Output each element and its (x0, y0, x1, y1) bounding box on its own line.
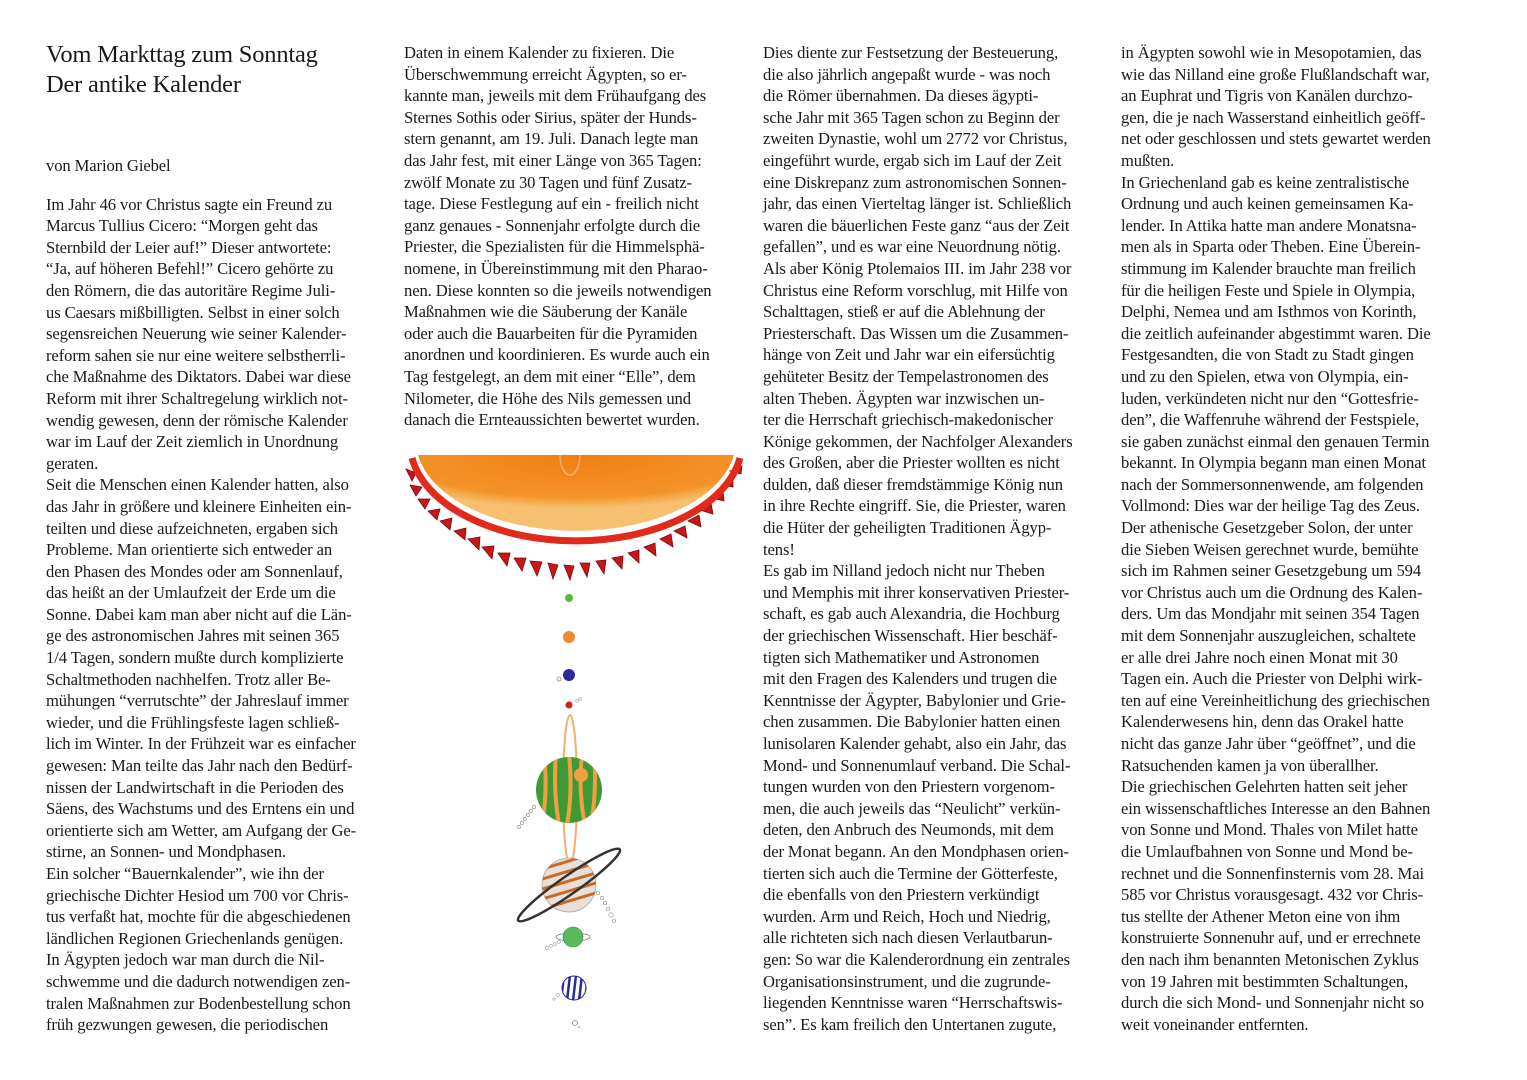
text-line: Könige gekommen, der Nachfolger Alexanders (763, 431, 1073, 451)
text-line: war im Lauf der Zeit ziemlich in Unordnung (46, 432, 339, 452)
solar-system-illustration (404, 455, 746, 1040)
text-line: liegenden Kenntnisse waren “Herrschaftswis- (763, 993, 1063, 1013)
text-line: che Maßnahme des Diktators. Dabei war diese (46, 367, 351, 387)
text-line: wie das Nilland eine große Flußlandschaft war, (1121, 64, 1430, 84)
text-line: wurden. Arm und Reich, Hoch und Niedrig, (763, 906, 1051, 926)
text-line: Priesterschaft. Das Wissen um die Zusammen- (763, 323, 1069, 343)
text-line: weit voneinander entfernten. (1121, 1014, 1309, 1034)
text-line: bekannt. In Olympia begann man einen Monat (1121, 453, 1427, 473)
text-line: Mond- und Sonnenumlauf verband. Die Schal- (763, 755, 1071, 775)
author-byline: von Marion Giebel (46, 156, 171, 175)
text-line: sich im Rahmen seiner Gesetzgebung um 594 (1121, 561, 1422, 581)
title-line-2: Der antike Kalender (46, 71, 241, 98)
text-line: wieder, und die Frühlingsfeste lagen schließ- (46, 712, 340, 732)
title-line-1: Vom Markttag zum Sonntag (46, 41, 318, 68)
text-line: dulden, daß dieser fremdstämmige König nun (763, 474, 1063, 494)
text-line: Der athenische Gesetzgeber Solon, der unter (1121, 518, 1413, 538)
mercury-icon (565, 594, 573, 602)
text-line: alle richteten sich nach diesen Verlautbarun- (763, 928, 1053, 948)
text-line: net oder geschlossen und stets gewartet werden (1121, 129, 1431, 149)
text-line: rechnet und die Sonnenfinsternis vom 28. Mai (1121, 863, 1424, 883)
text-line: mußten. (1121, 150, 1175, 170)
text-line: die also jährlich angepaßt wurde - was noch (763, 64, 1051, 84)
text-line: den Römern, die das autoritäre Regime Juli- (46, 280, 336, 300)
text-line: ganz genaues - Sonnenjahr erfolgte durch die (404, 215, 701, 235)
text-line: mit dem Sonnenjahr auszugleichen, schaltete (1121, 626, 1416, 646)
text-line: Sternbild der Leier auf!” Dieser antwortete: (46, 237, 332, 257)
text-line: lich im Winter. In der Frühzeit war es einfacher (46, 734, 356, 754)
pluto-icon (573, 1021, 581, 1029)
text-line: ge des astronomischen Jahres mit seinen 365 (46, 626, 340, 646)
text-line: ten auf eine Vereinheitlichung des griechischen (1121, 690, 1430, 710)
text-line: waren die bäuerlichen Feste ganz “aus der Zeit (763, 215, 1070, 235)
text-line: ländlichen Regionen Griechenlands genügen. (46, 928, 344, 948)
text-line: nomene, in Übereinstimmung mit den Pharao- (404, 258, 708, 278)
text-line: Sternes Sothis oder Sirius, später der Hunds- (404, 107, 697, 127)
text-line: reform sahen sie nur eine weitere selbstherrli- (46, 345, 346, 365)
text-line: Ein solcher “Bauernkalender”, wie ihn der (46, 864, 324, 883)
text-line: orientierte sich am Wetter, am Aufgang der Ge- (46, 820, 357, 840)
text-line: den nach ihm benannten Metonischen Zyklus (1121, 949, 1419, 969)
text-line: nissen der Landwirtschaft in die Perioden des (46, 777, 344, 797)
text-line: Säens, des Wachstums und des Erntens ein und (46, 799, 355, 819)
text-line: das heißt an der Umlaufzeit der Erde um die (46, 583, 336, 603)
text-line: stern genannt, am 19. Juli. Danach legte man (404, 129, 699, 149)
text-line: gefallen”, und es war eine Neuordnung nötig. (763, 237, 1061, 257)
text-line: an Euphrat und Tigris von Kanälen durchzo- (1121, 86, 1413, 106)
text-line: gen: So war die Kalenderordnung ein zentrales (763, 949, 1070, 969)
text-line: Schaltmethoden nachhelfen. Trotz aller Be- (46, 669, 331, 689)
column-3 (763, 42, 1123, 1035)
text-line: durch die sich Mond- und Sonnenjahr nicht so (1121, 993, 1424, 1013)
text-line: mit den Fragen des Kalenders und trugen die (763, 669, 1057, 689)
text-line: Nilometer, die Höhe des Nils gemessen und (404, 388, 691, 408)
text-line: das Jahr fest, mit einer Länge von 365 Tagen: (404, 150, 702, 170)
text-line: und zu den Spielen, etwa von Olympia, ein- (1121, 366, 1409, 386)
text-line: wendig gewesen, denn der römische Kalender (46, 410, 348, 430)
text-line: Kenntnisse der Ägypter, Babylonier und Grie- (763, 690, 1066, 710)
text-line: Dies diente zur Festsetzung der Besteuerung, (763, 43, 1059, 62)
text-line: Überschwemmung erreicht Ägypten, so er- (404, 64, 687, 84)
text-line: schaft, es gab auch Alexandria, die Hochburg (763, 604, 1060, 624)
neptune-icon (553, 975, 588, 1001)
text-line: griechische Dichter Hesiod um 700 vor Chris- (46, 885, 349, 905)
text-line: die zeitlich aufeinander abgestimmt waren. Die (1121, 323, 1431, 343)
text-line: stirne, an Sonnen- und Mondphasen. (46, 842, 286, 862)
text-line: Probleme. Man orientierte sich entweder an (46, 540, 333, 560)
text-line: zwölf Monate zu 30 Tagen und fünf Zusatz- (404, 172, 692, 192)
text-line: Daten in einem Kalender zu fixieren. Die (404, 43, 675, 62)
text-line: sche Jahr mit 365 Tagen schon zu Beginn der (763, 107, 1060, 127)
text-line: früh gezwungen gewesen, die periodischen (46, 1015, 329, 1035)
text-line: ders. Um das Mondjahr mit seinen 354 Tagen (1121, 604, 1420, 624)
text-line: Die griechischen Gelehrten hatten seit jeher (1121, 777, 1408, 797)
text-line: deten, den Anbruch des Neumonds, mit dem (763, 820, 1054, 840)
text-line: 585 vor Christus vorausgesagt. 432 vor Chris- (1121, 885, 1423, 905)
text-line: Sonne. Dabei kam man aber nicht auf die Län- (46, 604, 352, 624)
text-line: nicht das ganze Jahr über “geöffnet”, und die (1121, 734, 1416, 753)
text-line: Festgesandten, die von Stadt zu Stadt gingen (1121, 345, 1414, 365)
text-line: nach der Sommersonnenwende, am folgenden (1121, 474, 1424, 494)
text-line: men, die auch jeweils das “Neulicht” verkün- (763, 798, 1061, 818)
text-line: danach die Ernteaussichten bewertet wurden. (404, 410, 700, 430)
text-line: jahr, das einen Vierteltag länger ist. Schließlich (763, 194, 1072, 214)
text-line: oder auch die Bauarbeiten für die Pyramiden (404, 323, 698, 343)
text-line: Es gab im Nilland jedoch nicht nur Theben (763, 561, 1045, 581)
text-line: alten Theben. Ägypten war inzwischen un- (763, 388, 1045, 408)
text-line: luden, verkündeten nicht nur den “Gottesfrie- (1121, 388, 1419, 408)
text-line: tierten sich auch die Termine der Götterfeste, (763, 863, 1058, 883)
text-line: von 19 Jahren mit bestimmten Schaltungen, (1121, 971, 1409, 991)
text-line: tens! (763, 539, 795, 559)
text-line: “Ja, auf höheren Befehl!” Cicero gehörte zu (46, 259, 334, 279)
text-line: eine Diskrepanz zum astronomischen Sonnen- (763, 172, 1067, 192)
text-line: tage. Diese Festlegung auf ein - freilich nicht (404, 194, 699, 214)
column-3-text (763, 42, 1123, 1035)
text-line: Kalenderwesens hin, denn das Orakel hatte (1121, 712, 1404, 732)
column-4 (1121, 42, 1481, 1035)
text-line: Christus eine Reform vorschlug, mit Hilfe von (763, 280, 1068, 300)
text-line: tralen Maßnahmen zur Bodenbestellung schon (46, 993, 351, 1013)
text-line: ein wissenschaftliches Interesse an den Bahnen (1121, 798, 1431, 818)
text-line: Delphi, Nemea und am Isthmos von Korinth, (1121, 302, 1417, 322)
text-line: den”, die Waffenruhe während der Festspiele, (1121, 410, 1420, 430)
text-line: chen zusammen. Die Babylonier hatten einen (763, 712, 1061, 732)
text-line: kannte man, jeweils mit dem Frühaufgang des (404, 86, 707, 106)
text-line: tungen wurden von den Priestern vorgenom- (763, 777, 1055, 797)
text-line: die Umlaufbahnen von Sonne und Mond be- (1121, 841, 1413, 861)
text-line: tigten sich Mathematiker und Astronomen (763, 647, 1040, 667)
text-line: den Phasen des Mondes oder am Sonnenlauf, (46, 561, 343, 581)
text-line: Reform mit ihrer Schaltregelung wirklich not- (46, 388, 348, 408)
earth-icon (557, 669, 575, 681)
text-line: 1/4 Tagen, sondern mußte durch komplizierte (46, 648, 344, 668)
text-line: Maßnahmen wie die Säuberung der Kanäle (404, 302, 688, 322)
column-1 (46, 40, 406, 1036)
text-line: die Römer übernahmen. Da dieses ägypti- (763, 86, 1039, 106)
venus-icon (563, 631, 575, 643)
text-line: er alle drei Jahre noch einen Monat mit 30 (1121, 647, 1398, 667)
text-line: Marcus Tullius Cicero: “Morgen geht das (46, 216, 318, 236)
text-line: tus stellte der Athener Meton eine von ihm (1121, 906, 1401, 926)
jupiter-icon (517, 715, 602, 865)
text-line: segensreichen Neuerung wie seiner Kalender- (46, 324, 347, 344)
text-line: Seit die Menschen einen Kalender hatten, also (46, 475, 349, 495)
text-line: men als in Sparta oder Theben. Eine Überein- (1121, 237, 1421, 257)
text-line: geraten. (46, 453, 99, 473)
text-line: Organisationsinstrument, und die zugrunde- (763, 971, 1051, 991)
text-line: das Jahr in größere und kleinere Einheiten ein- (46, 496, 352, 516)
text-line: Vollmond: Dies war der heilige Tag des Zeus. (1121, 496, 1420, 516)
article-title (46, 40, 406, 100)
text-line: Priester, die Spezialisten für die Himmelsphä- (404, 237, 705, 257)
text-line: lender. In Attika hatte man andere Monatsna- (1121, 215, 1417, 235)
uranus-icon (545, 927, 590, 950)
text-line: hänge von Zeit und Jahr war ein eifersüchtig (763, 345, 1055, 365)
text-line: konstruierte Sonnenuhr auf, und er errechnete (1121, 928, 1421, 948)
text-line: Im Jahr 46 vor Christus sagte ein Freund zu (46, 194, 333, 214)
mars-icon (566, 698, 582, 709)
column-2 (404, 42, 764, 431)
text-line: für die heiligen Feste und Spiele in Olympia, (1121, 280, 1416, 300)
text-line: gehüteter Besitz der Tempelastronomen des (763, 366, 1049, 386)
text-line: die Hüter der geheiligten Traditionen Ägyp- (763, 518, 1052, 538)
text-line: lunisolaren Kalender gehabt, also ein Jahr, das (763, 734, 1067, 753)
text-line: Schalttagen, stieß er auf die Ablehnung der (763, 302, 1045, 322)
text-line: teilten und diese aufzeichneten, ergaben sich (46, 518, 338, 538)
text-line: schwemme und die dadurch notwendigen zen- (46, 971, 351, 991)
text-line: die Sieben Weisen gerechnet wurde, bemühte (1121, 539, 1419, 559)
text-line: tus verfaßt hat, mochte für die abgeschiedenen (46, 907, 351, 927)
text-line: gewesen: Man teilte das Jahr nach den Bedürf- (46, 756, 353, 776)
text-line: zweiten Dynastie, wohl um 2772 vor Christus, (763, 129, 1068, 149)
text-line: Ratsuchenden kamen ja von überallher. (1121, 755, 1379, 775)
text-line: sen”. Es kam freilich den Untertanen zugute, (763, 1014, 1057, 1034)
text-line: der griechischen Wissenschaft. Hier beschäf- (763, 626, 1058, 646)
text-line: mühungen “verrutschte” der Jahreslauf immer (46, 691, 349, 711)
text-line: Ordnung und auch keinen gemeinsamen Ka- (1121, 194, 1414, 214)
text-line: In Ägypten jedoch war man durch die Nil- (46, 950, 325, 970)
text-line: vor Christus auch um die Ordnung des Kalen- (1121, 582, 1423, 602)
column-1-text (46, 194, 406, 1036)
text-line: anordnen und koordinieren. Es wurde auch ein (404, 345, 710, 365)
text-line: und Memphis mit ihrer konservativen Priester- (763, 582, 1070, 602)
text-line: stimmung im Kalender brauchte man freilich (1121, 258, 1416, 278)
text-line: eingeführt wurde, ergab sich im Lauf der Zeit (763, 150, 1062, 170)
text-line: in ihre Rechte eingriff. Sie, die Priester, waren (763, 496, 1066, 516)
text-line: us Caesars mißbilligten. Selbst in einer solch (46, 302, 340, 322)
text-line: Tag festgelegt, an dem mit einer “Elle”, dem (404, 366, 696, 386)
text-line: In Griechenland gab es keine zentralistische (1121, 172, 1410, 192)
text-line: gen, die je nach Wasserstand einheitlich geöff- (1121, 107, 1426, 127)
text-line: sie gaben zunächst einmal den genauen Termin (1121, 431, 1430, 451)
column-2-text (404, 42, 764, 431)
text-line: Als aber König Ptolemaios III. im Jahr 238 vor (763, 258, 1072, 278)
column-4-text (1121, 42, 1481, 1035)
text-line: in Ägypten sowohl wie in Mesopotamien, das (1121, 43, 1422, 62)
text-line: der Monat begann. An den Mondphasen orien- (763, 841, 1069, 861)
text-line: ter die Herrschaft griechisch-makedonischer (763, 410, 1054, 430)
text-line: des Großen, aber die Priester wollten es nicht (763, 453, 1060, 473)
text-line: nen. Diese konnten so die jeweils notwendigen (404, 280, 712, 300)
text-line: von Sonne und Mond. Thales von Milet hatte (1121, 820, 1418, 840)
text-line: die ebenfalls von den Priestern verkündigt (763, 885, 1040, 905)
text-line: Tagen ein. Auch die Priester von Delphi wirk- (1121, 669, 1423, 689)
